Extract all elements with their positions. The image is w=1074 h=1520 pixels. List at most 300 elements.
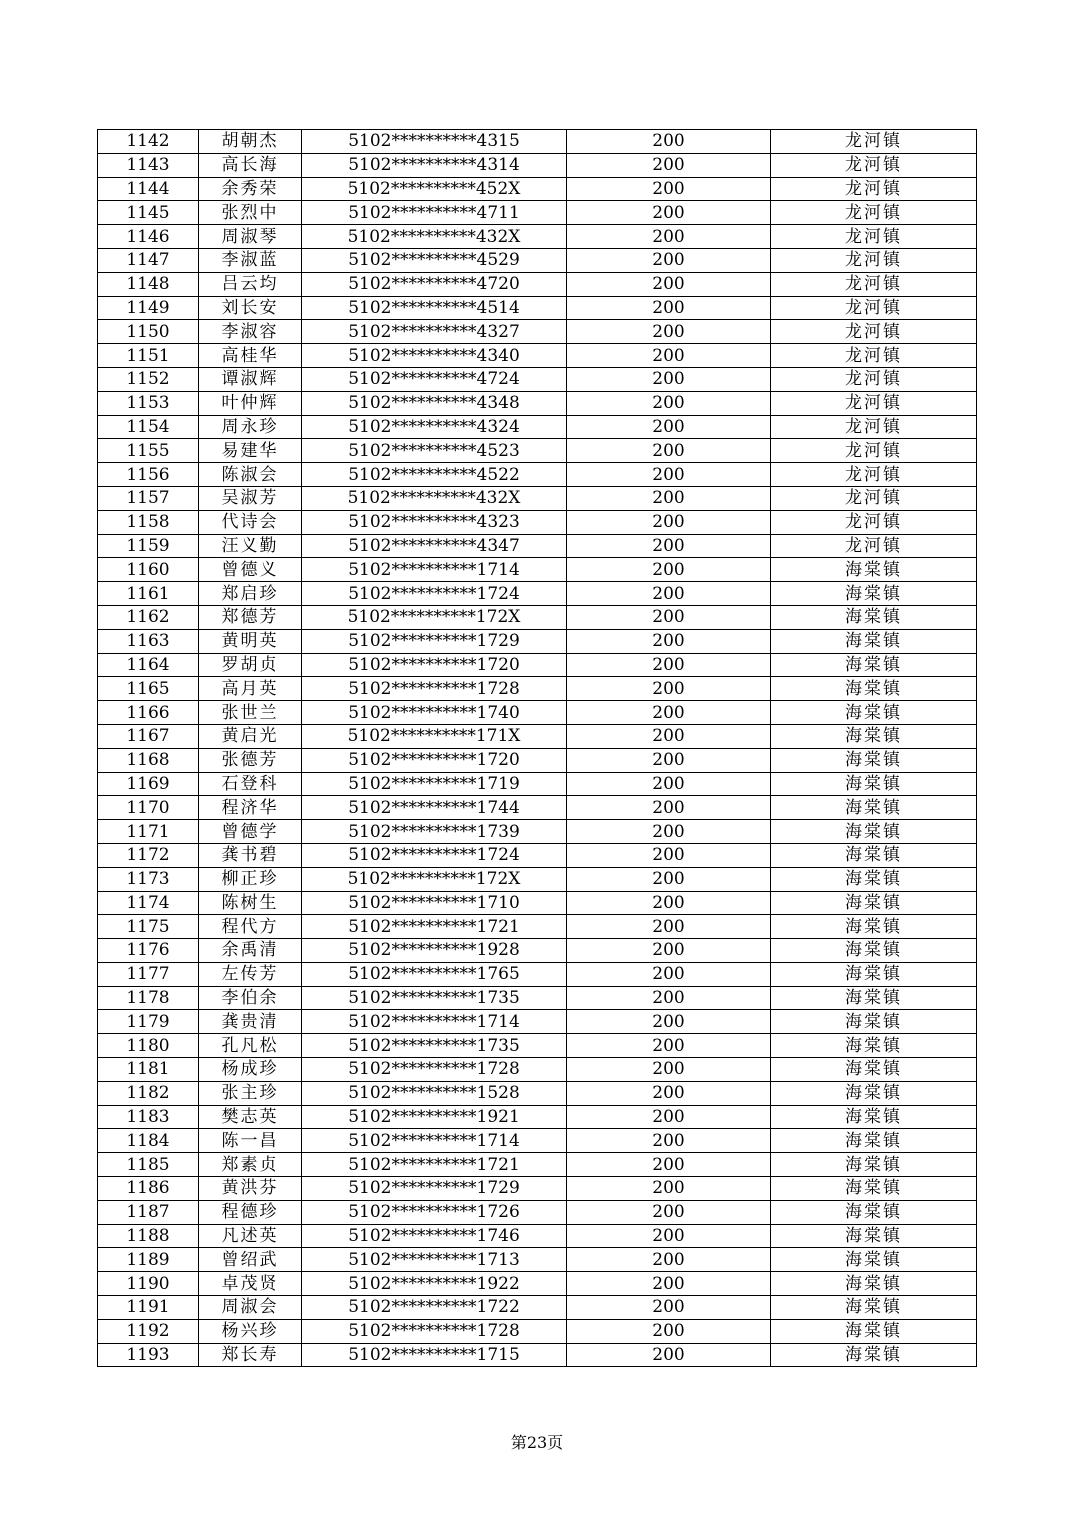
row-number-cell: 1162: [98, 605, 199, 629]
amount-cell: 200: [567, 1034, 771, 1058]
table-row: [98, 582, 977, 606]
table-row: [98, 1343, 977, 1367]
name-cell: 吕云均: [199, 272, 302, 296]
row-number-cell: 1184: [98, 1129, 199, 1153]
name-cell: 陈一昌: [199, 1129, 302, 1153]
name-cell: 罗胡贞: [199, 653, 302, 677]
name-cell: 石登科: [199, 772, 302, 796]
amount-cell: 200: [567, 772, 771, 796]
row-number-cell: 1155: [98, 439, 199, 463]
town-cell: 海棠镇: [771, 582, 977, 606]
row-number-cell: 1170: [98, 796, 199, 820]
name-cell: 汪义勤: [199, 534, 302, 558]
table-row: [98, 1224, 977, 1248]
id-number-cell: 5102**********1746: [302, 1224, 567, 1248]
name-cell: 易建华: [199, 439, 302, 463]
row-number-cell: 1175: [98, 915, 199, 939]
id-number-cell: 5102**********4314: [302, 153, 567, 177]
table-row: [98, 130, 977, 154]
row-number-cell: 1190: [98, 1272, 199, 1296]
town-cell: 海棠镇: [771, 558, 977, 582]
table-row: [98, 463, 977, 487]
town-cell: 海棠镇: [771, 1058, 977, 1082]
town-cell: 龙河镇: [771, 415, 977, 439]
amount-cell: 200: [567, 1058, 771, 1082]
id-number-cell: 5102**********1765: [302, 962, 567, 986]
town-cell: 海棠镇: [771, 986, 977, 1010]
name-cell: 余禹清: [199, 939, 302, 963]
table-row: [98, 320, 977, 344]
row-number-cell: 1143: [98, 153, 199, 177]
id-number-cell: 5102**********1739: [302, 820, 567, 844]
name-cell: 余秀荣: [199, 177, 302, 201]
amount-cell: 200: [567, 867, 771, 891]
town-cell: 龙河镇: [771, 439, 977, 463]
amount-cell: 200: [567, 701, 771, 725]
name-cell: 周永珍: [199, 415, 302, 439]
table-row: [98, 1129, 977, 1153]
town-cell: 龙河镇: [771, 391, 977, 415]
row-number-cell: 1163: [98, 629, 199, 653]
id-number-cell: 5102**********4514: [302, 296, 567, 320]
amount-cell: 200: [567, 201, 771, 225]
amount-cell: 200: [567, 724, 771, 748]
id-number-cell: 5102**********4340: [302, 344, 567, 368]
id-number-cell: 5102**********1728: [302, 1319, 567, 1343]
id-number-cell: 5102**********1715: [302, 1343, 567, 1367]
id-number-cell: 5102**********432X: [302, 225, 567, 249]
table-row: [98, 248, 977, 272]
table-row: [98, 939, 977, 963]
id-number-cell: 5102**********1729: [302, 629, 567, 653]
id-number-cell: 5102**********4711: [302, 201, 567, 225]
amount-cell: 200: [567, 1224, 771, 1248]
town-cell: 海棠镇: [771, 1272, 977, 1296]
town-cell: 海棠镇: [771, 939, 977, 963]
row-number-cell: 1148: [98, 272, 199, 296]
row-number-cell: 1183: [98, 1105, 199, 1129]
name-cell: 陈树生: [199, 891, 302, 915]
amount-cell: 200: [567, 891, 771, 915]
id-number-cell: 5102**********1714: [302, 1010, 567, 1034]
town-cell: 龙河镇: [771, 463, 977, 487]
row-number-cell: 1192: [98, 1319, 199, 1343]
town-cell: 龙河镇: [771, 486, 977, 510]
amount-cell: 200: [567, 1296, 771, 1320]
name-cell: 程济华: [199, 796, 302, 820]
row-number-cell: 1185: [98, 1153, 199, 1177]
id-number-cell: 5102**********4522: [302, 463, 567, 487]
table-row: [98, 653, 977, 677]
amount-cell: 200: [567, 939, 771, 963]
table-row: [98, 439, 977, 463]
amount-cell: 200: [567, 820, 771, 844]
id-number-cell: 5102**********4315: [302, 130, 567, 154]
town-cell: 海棠镇: [771, 629, 977, 653]
row-number-cell: 1145: [98, 201, 199, 225]
name-cell: 左传芳: [199, 962, 302, 986]
amount-cell: 200: [567, 415, 771, 439]
table-row: [98, 772, 977, 796]
id-number-cell: 5102**********1735: [302, 986, 567, 1010]
name-cell: 曾德义: [199, 558, 302, 582]
amount-cell: 200: [567, 653, 771, 677]
table-row: [98, 1105, 977, 1129]
amount-cell: 200: [567, 1010, 771, 1034]
table-row: [98, 1296, 977, 1320]
table-row: [98, 486, 977, 510]
amount-cell: 200: [567, 605, 771, 629]
id-number-cell: 5102**********4323: [302, 510, 567, 534]
town-cell: 海棠镇: [771, 1177, 977, 1201]
amount-cell: 200: [567, 391, 771, 415]
town-cell: 海棠镇: [771, 1034, 977, 1058]
table-row: [98, 629, 977, 653]
name-cell: 张主珍: [199, 1081, 302, 1105]
id-number-cell: 5102**********4324: [302, 415, 567, 439]
town-cell: 海棠镇: [771, 1129, 977, 1153]
town-cell: 海棠镇: [771, 1200, 977, 1224]
id-number-cell: 5102**********1728: [302, 677, 567, 701]
id-number-cell: 5102**********172X: [302, 867, 567, 891]
amount-cell: 200: [567, 915, 771, 939]
name-cell: 周淑琴: [199, 225, 302, 249]
table-row: [98, 891, 977, 915]
amount-cell: 200: [567, 1200, 771, 1224]
id-number-cell: 5102**********4523: [302, 439, 567, 463]
row-number-cell: 1159: [98, 534, 199, 558]
id-number-cell: 5102**********1722: [302, 1296, 567, 1320]
table-row: [98, 1153, 977, 1177]
name-cell: 谭淑辉: [199, 367, 302, 391]
table-row: [98, 367, 977, 391]
amount-cell: 200: [567, 1272, 771, 1296]
town-cell: 海棠镇: [771, 653, 977, 677]
amount-cell: 200: [567, 629, 771, 653]
table-row: [98, 1058, 977, 1082]
amount-cell: 200: [567, 748, 771, 772]
town-cell: 龙河镇: [771, 201, 977, 225]
id-number-cell: 5102**********452X: [302, 177, 567, 201]
row-number-cell: 1146: [98, 225, 199, 249]
town-cell: 海棠镇: [771, 962, 977, 986]
row-number-cell: 1147: [98, 248, 199, 272]
row-number-cell: 1165: [98, 677, 199, 701]
row-number-cell: 1189: [98, 1248, 199, 1272]
amount-cell: 200: [567, 320, 771, 344]
town-cell: 海棠镇: [771, 605, 977, 629]
town-cell: 海棠镇: [771, 1081, 977, 1105]
name-cell: 黄明英: [199, 629, 302, 653]
id-number-cell: 5102**********1710: [302, 891, 567, 915]
id-number-cell: 5102**********4347: [302, 534, 567, 558]
id-number-cell: 5102**********1735: [302, 1034, 567, 1058]
id-number-cell: 5102**********1721: [302, 1153, 567, 1177]
table-row: [98, 391, 977, 415]
id-number-cell: 5102**********1744: [302, 796, 567, 820]
table-row: [98, 867, 977, 891]
table-row: [98, 1248, 977, 1272]
name-cell: 胡朝杰: [199, 130, 302, 154]
name-cell: 程代方: [199, 915, 302, 939]
table-row: [98, 225, 977, 249]
table-row: [98, 1177, 977, 1201]
amount-cell: 200: [567, 1177, 771, 1201]
town-cell: 龙河镇: [771, 248, 977, 272]
amount-cell: 200: [567, 272, 771, 296]
amount-cell: 200: [567, 1081, 771, 1105]
table-row: [98, 677, 977, 701]
name-cell: 杨成珍: [199, 1058, 302, 1082]
amount-cell: 200: [567, 1129, 771, 1153]
amount-cell: 200: [567, 177, 771, 201]
town-cell: 龙河镇: [771, 367, 977, 391]
amount-cell: 200: [567, 248, 771, 272]
table-row: [98, 986, 977, 1010]
id-number-cell: 5102**********1728: [302, 1058, 567, 1082]
name-cell: 龚书碧: [199, 843, 302, 867]
town-cell: 海棠镇: [771, 677, 977, 701]
row-number-cell: 1179: [98, 1010, 199, 1034]
row-number-cell: 1186: [98, 1177, 199, 1201]
table-row: [98, 1081, 977, 1105]
amount-cell: 200: [567, 130, 771, 154]
row-number-cell: 1158: [98, 510, 199, 534]
name-cell: 高月英: [199, 677, 302, 701]
name-cell: 黄洪芬: [199, 1177, 302, 1201]
town-cell: 海棠镇: [771, 724, 977, 748]
table-row: [98, 272, 977, 296]
id-number-cell: 5102**********1740: [302, 701, 567, 725]
town-cell: 龙河镇: [771, 177, 977, 201]
amount-cell: 200: [567, 1343, 771, 1367]
id-number-cell: 5102**********4720: [302, 272, 567, 296]
table-row: [98, 534, 977, 558]
id-number-cell: 5102**********1724: [302, 582, 567, 606]
table-row: [98, 962, 977, 986]
table-row: [98, 796, 977, 820]
town-cell: 龙河镇: [771, 344, 977, 368]
table-row: [98, 344, 977, 368]
id-number-cell: 5102**********1720: [302, 748, 567, 772]
row-number-cell: 1149: [98, 296, 199, 320]
id-number-cell: 5102**********1921: [302, 1105, 567, 1129]
name-cell: 代诗会: [199, 510, 302, 534]
name-cell: 樊志英: [199, 1105, 302, 1129]
town-cell: 龙河镇: [771, 225, 977, 249]
id-number-cell: 5102**********4348: [302, 391, 567, 415]
town-cell: 海棠镇: [771, 915, 977, 939]
row-number-cell: 1153: [98, 391, 199, 415]
row-number-cell: 1166: [98, 701, 199, 725]
town-cell: 海棠镇: [771, 1296, 977, 1320]
table-row: [98, 1034, 977, 1058]
row-number-cell: 1151: [98, 344, 199, 368]
amount-cell: 200: [567, 796, 771, 820]
row-number-cell: 1142: [98, 130, 199, 154]
amount-cell: 200: [567, 463, 771, 487]
row-number-cell: 1182: [98, 1081, 199, 1105]
row-number-cell: 1191: [98, 1296, 199, 1320]
row-number-cell: 1156: [98, 463, 199, 487]
name-cell: 刘长安: [199, 296, 302, 320]
row-number-cell: 1154: [98, 415, 199, 439]
row-number-cell: 1178: [98, 986, 199, 1010]
town-cell: 海棠镇: [771, 1153, 977, 1177]
amount-cell: 200: [567, 225, 771, 249]
name-cell: 曾绍武: [199, 1248, 302, 1272]
table-row: [98, 558, 977, 582]
town-cell: 海棠镇: [771, 1319, 977, 1343]
id-number-cell: 5102**********1528: [302, 1081, 567, 1105]
subsidy-roster-table: [97, 129, 977, 1367]
amount-cell: 200: [567, 367, 771, 391]
town-cell: 海棠镇: [771, 843, 977, 867]
town-cell: 龙河镇: [771, 320, 977, 344]
table-row: [98, 1200, 977, 1224]
id-number-cell: 5102**********1922: [302, 1272, 567, 1296]
id-number-cell: 5102**********1714: [302, 1129, 567, 1153]
name-cell: 程德珍: [199, 1200, 302, 1224]
amount-cell: 200: [567, 153, 771, 177]
table-row: [98, 201, 977, 225]
name-cell: 柳正珍: [199, 867, 302, 891]
town-cell: 龙河镇: [771, 130, 977, 154]
amount-cell: 200: [567, 582, 771, 606]
row-number-cell: 1188: [98, 1224, 199, 1248]
row-number-cell: 1152: [98, 367, 199, 391]
id-number-cell: 5102**********1726: [302, 1200, 567, 1224]
row-number-cell: 1161: [98, 582, 199, 606]
table-row: [98, 415, 977, 439]
town-cell: 海棠镇: [771, 748, 977, 772]
amount-cell: 200: [567, 439, 771, 463]
town-cell: 海棠镇: [771, 772, 977, 796]
row-number-cell: 1177: [98, 962, 199, 986]
amount-cell: 200: [567, 1153, 771, 1177]
name-cell: 张烈中: [199, 201, 302, 225]
id-number-cell: 5102**********432X: [302, 486, 567, 510]
amount-cell: 200: [567, 1105, 771, 1129]
name-cell: 黄启光: [199, 724, 302, 748]
row-number-cell: 1171: [98, 820, 199, 844]
amount-cell: 200: [567, 986, 771, 1010]
roster-table-body: [98, 130, 977, 1367]
table-row: [98, 605, 977, 629]
amount-cell: 200: [567, 1248, 771, 1272]
town-cell: 海棠镇: [771, 1010, 977, 1034]
town-cell: 海棠镇: [771, 796, 977, 820]
id-number-cell: 5102**********172X: [302, 605, 567, 629]
row-number-cell: 1169: [98, 772, 199, 796]
table-row: [98, 296, 977, 320]
amount-cell: 200: [567, 677, 771, 701]
town-cell: 龙河镇: [771, 510, 977, 534]
row-number-cell: 1144: [98, 177, 199, 201]
id-number-cell: 5102**********1724: [302, 843, 567, 867]
table-row: [98, 915, 977, 939]
town-cell: 海棠镇: [771, 867, 977, 891]
row-number-cell: 1193: [98, 1343, 199, 1367]
name-cell: 孔凡松: [199, 1034, 302, 1058]
row-number-cell: 1167: [98, 724, 199, 748]
id-number-cell: 5102**********1720: [302, 653, 567, 677]
page-number: 第23页: [510, 1433, 564, 1452]
name-cell: 叶仲辉: [199, 391, 302, 415]
id-number-cell: 5102**********1928: [302, 939, 567, 963]
name-cell: 张德芳: [199, 748, 302, 772]
amount-cell: 200: [567, 510, 771, 534]
table-row: [98, 724, 977, 748]
town-cell: 龙河镇: [771, 153, 977, 177]
id-number-cell: 5102**********1719: [302, 772, 567, 796]
table-row: [98, 701, 977, 725]
table-row: [98, 153, 977, 177]
row-number-cell: 1176: [98, 939, 199, 963]
id-number-cell: 5102**********4724: [302, 367, 567, 391]
amount-cell: 200: [567, 486, 771, 510]
name-cell: 张世兰: [199, 701, 302, 725]
id-number-cell: 5102**********1714: [302, 558, 567, 582]
row-number-cell: 1187: [98, 1200, 199, 1224]
town-cell: 海棠镇: [771, 891, 977, 915]
town-cell: 海棠镇: [771, 820, 977, 844]
name-cell: 凡述英: [199, 1224, 302, 1248]
amount-cell: 200: [567, 962, 771, 986]
id-number-cell: 5102**********1729: [302, 1177, 567, 1201]
row-number-cell: 1160: [98, 558, 199, 582]
amount-cell: 200: [567, 534, 771, 558]
name-cell: 李伯余: [199, 986, 302, 1010]
row-number-cell: 1164: [98, 653, 199, 677]
amount-cell: 200: [567, 558, 771, 582]
town-cell: 龙河镇: [771, 272, 977, 296]
name-cell: 高长海: [199, 153, 302, 177]
town-cell: 海棠镇: [771, 1248, 977, 1272]
town-cell: 龙河镇: [771, 534, 977, 558]
amount-cell: 200: [567, 1319, 771, 1343]
name-cell: 卓茂贤: [199, 1272, 302, 1296]
row-number-cell: 1173: [98, 867, 199, 891]
amount-cell: 200: [567, 296, 771, 320]
table-row: [98, 1010, 977, 1034]
name-cell: 郑长寿: [199, 1343, 302, 1367]
amount-cell: 200: [567, 344, 771, 368]
row-number-cell: 1157: [98, 486, 199, 510]
name-cell: 陈淑会: [199, 463, 302, 487]
table-row: [98, 1272, 977, 1296]
table-row: [98, 1319, 977, 1343]
row-number-cell: 1174: [98, 891, 199, 915]
id-number-cell: 5102**********4327: [302, 320, 567, 344]
name-cell: 吴淑芳: [199, 486, 302, 510]
name-cell: 郑德芳: [199, 605, 302, 629]
name-cell: 曾德学: [199, 820, 302, 844]
town-cell: 海棠镇: [771, 1105, 977, 1129]
town-cell: 海棠镇: [771, 701, 977, 725]
name-cell: 杨兴珍: [199, 1319, 302, 1343]
name-cell: 高桂华: [199, 344, 302, 368]
row-number-cell: 1168: [98, 748, 199, 772]
name-cell: 李淑容: [199, 320, 302, 344]
name-cell: 周淑会: [199, 1296, 302, 1320]
row-number-cell: 1172: [98, 843, 199, 867]
id-number-cell: 5102**********4529: [302, 248, 567, 272]
name-cell: 李淑蓝: [199, 248, 302, 272]
row-number-cell: 1150: [98, 320, 199, 344]
id-number-cell: 5102**********1721: [302, 915, 567, 939]
id-number-cell: 5102**********1713: [302, 1248, 567, 1272]
